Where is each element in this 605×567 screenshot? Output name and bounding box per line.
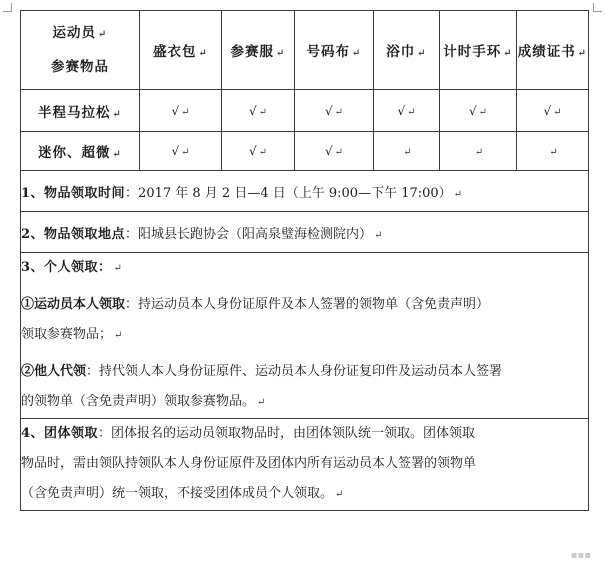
- self-pickup-label: ①运动员本人领取: [21, 297, 126, 312]
- check-cell: √ ↵: [440, 90, 517, 132]
- group-pickup-row: [21, 419, 589, 511]
- table-row: [21, 132, 589, 171]
- paragraph-mark: ↵: [98, 29, 108, 40]
- pickup-place-row: [21, 212, 589, 253]
- group-pickup-title: 4、团体领取: [21, 426, 99, 441]
- corner-mark-top-left: [3, 3, 12, 12]
- supplies-table: [20, 10, 589, 511]
- check-cell: √ ↵: [222, 90, 295, 132]
- column-header: 参赛服 ↵: [222, 11, 295, 90]
- watermark-mark: ▪▪▪: [570, 550, 591, 561]
- personal-pickup-cell: 3、个人领取： ↵ ①运动员本人领取：持运动员本人身份证原件及本人签署的领物单（含免责声明） 领取参赛物品； ↵ ②他人代领：持代领人本人身份证原件、运动员本人身份证复印件及运动员本人签署 的领物单（含免责声明）领取参赛物品。 ↵: [21, 253, 589, 419]
- check-cell: ↵: [517, 132, 589, 171]
- pickup-place-value: ：阳城县长跑协会（阳高泉璧海检测院内）: [125, 226, 373, 242]
- personal-pickup-row: [21, 253, 589, 419]
- group-pickup-text-cont: 物品时，需由领队持领队本人身份证原件及团体内所有运动员本人签署的领物单: [21, 456, 477, 471]
- pickup-place-cell: 2、物品领取地点：阳城县长跑协会（阳高泉璧海检测院内） ↵: [21, 212, 589, 253]
- corner-label-line2: 参赛物品: [51, 59, 109, 75]
- check-cell: √ ↵: [295, 132, 374, 171]
- column-header: 盛衣包 ↵: [140, 11, 222, 90]
- group-pickup-cell: 4、团体领取：团体报名的运动员领取物品时，由团体领队统一领取。团体领取 物品时，需由领队持领队本人身份证原件及团体内所有运动员本人签署的领物单 （含免责声明）统一领取，不接受团体成员个人领取。 ↵: [21, 419, 589, 511]
- row-label: 迷你、超微 ↵: [21, 132, 140, 171]
- check-cell: ↵: [440, 132, 517, 171]
- check-cell: √ ↵: [222, 132, 295, 171]
- pickup-place-label: 2、物品领取地点: [21, 226, 126, 242]
- proxy-pickup-text: ：持代领人本人身份证原件、运动员本人身份证复印件及运动员本人签署: [86, 364, 503, 379]
- corner-label-line1: 运动员: [52, 25, 97, 41]
- column-header: 浴巾 ↵: [374, 11, 440, 90]
- self-pickup-text-cont: 领取参赛物品；: [21, 327, 113, 342]
- pickup-time-value: ：2017 年 8 月 2 日—4 日（上午 9:00—下午 17:00）: [125, 185, 452, 201]
- row-label: 半程马拉松 ↵: [21, 90, 140, 132]
- column-header: 号码布 ↵: [295, 11, 374, 90]
- check-cell: √ ↵: [517, 90, 589, 132]
- group-pickup-text: ：团体报名的运动员领取物品时，由团体领队统一领取。团体领取: [98, 426, 476, 441]
- pickup-time-label: 1、物品领取时间: [21, 185, 126, 201]
- group-pickup-text-end: （含免责声明）统一领取，不接受团体成员个人领取。: [21, 486, 334, 501]
- corner-mark-top-right: [593, 3, 602, 12]
- check-cell: √ ↵: [295, 90, 374, 132]
- check-cell: √ ↵: [140, 90, 222, 132]
- pickup-time-row: [21, 171, 589, 212]
- proxy-pickup-text-cont: 的领物单（含免责声明）领取参赛物品。: [21, 394, 256, 409]
- corner-header-cell: [21, 11, 140, 90]
- personal-pickup-title: 3、个人领取：: [21, 260, 112, 275]
- column-header: 计时手环 ↵: [440, 11, 517, 90]
- column-header: 成绩证书 ↵: [517, 11, 589, 90]
- check-cell: √ ↵: [374, 90, 440, 132]
- self-pickup-text: ：持运动员本人身份证原件及本人签署的领物单（含免责声明）: [125, 297, 490, 312]
- table-row: [21, 90, 589, 132]
- header-row: [21, 11, 589, 90]
- check-cell: √ ↵: [140, 132, 222, 171]
- proxy-pickup-label: ②他人代领: [21, 364, 87, 379]
- check-cell: ↵: [374, 132, 440, 171]
- pickup-time-cell: 1、物品领取时间：2017 年 8 月 2 日—4 日（上午 9:00—下午 17:00） ↵: [21, 171, 589, 212]
